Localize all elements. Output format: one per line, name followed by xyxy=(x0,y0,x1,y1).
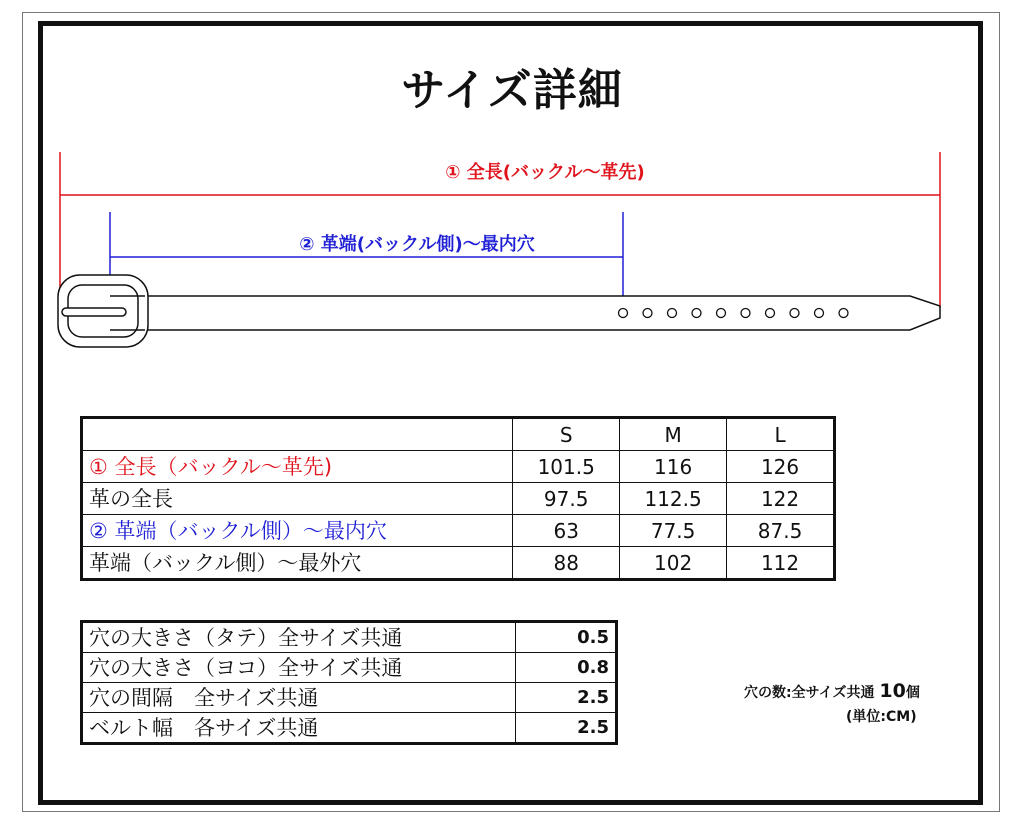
page-title: サイズ詳細 xyxy=(401,65,623,116)
unit-note: (単位:CM) xyxy=(846,709,917,725)
common-spec-table xyxy=(80,620,618,745)
cell-l: 87.5 xyxy=(727,515,835,547)
hole-count-prefix: 穴の数:全サイズ共通 xyxy=(744,685,880,701)
belt-hole xyxy=(766,309,775,318)
header-size-m: M xyxy=(620,418,727,451)
cell-l: 122 xyxy=(727,483,835,515)
table-row xyxy=(82,547,835,580)
cell-m: 116 xyxy=(620,451,727,483)
hole-count-note xyxy=(744,680,920,702)
buckle-prong xyxy=(62,308,126,316)
row-label: 革の全長 xyxy=(82,483,513,515)
cell-m: 112.5 xyxy=(620,483,727,515)
cell-m: 77.5 xyxy=(620,515,727,547)
spec-label: ベルト幅 各サイズ共通 xyxy=(82,713,516,744)
cell-s: 101.5 xyxy=(513,451,620,483)
belt-hole xyxy=(815,309,824,318)
table-row xyxy=(82,653,617,683)
row-label: 革端（バックル側）～最外穴 xyxy=(82,547,513,580)
cell-l: 112 xyxy=(727,547,835,580)
cell-m: 102 xyxy=(620,547,727,580)
table-row xyxy=(82,451,835,483)
hole-distance-label: ② 革端(バックル側)～最内穴 xyxy=(299,234,535,255)
table-row xyxy=(82,622,617,653)
belt-hole xyxy=(839,309,848,318)
row-label: ① 全長（バックル～革先) xyxy=(82,451,513,483)
table-row xyxy=(82,683,617,713)
table-row xyxy=(82,713,617,744)
header-size-l: L xyxy=(727,418,835,451)
spec-value: 0.5 xyxy=(516,622,617,653)
belt-hole xyxy=(790,309,799,318)
spec-value: 2.5 xyxy=(516,683,617,713)
belt-hole xyxy=(692,309,701,318)
belt-hole xyxy=(619,309,628,318)
spec-label: 穴の間隔 全サイズ共通 xyxy=(82,683,516,713)
belt-hole xyxy=(668,309,677,318)
size-table-header xyxy=(82,418,835,451)
spec-value: 0.8 xyxy=(516,653,617,683)
spec-value: 2.5 xyxy=(516,713,617,744)
row-label: ② 革端（バックル側）～最内穴 xyxy=(82,515,513,547)
size-table xyxy=(80,416,836,581)
cell-s: 63 xyxy=(513,515,620,547)
cell-l: 126 xyxy=(727,451,835,483)
header-blank xyxy=(82,418,513,451)
hole-count-value: 10 xyxy=(879,680,906,702)
spec-label: 穴の大きさ（ヨコ）全サイズ共通 xyxy=(82,653,516,683)
cell-s: 88 xyxy=(513,547,620,580)
belt-diagram xyxy=(0,0,1024,400)
spec-label: 穴の大きさ（タテ）全サイズ共通 xyxy=(82,622,516,653)
belt-hole xyxy=(717,309,726,318)
table-row xyxy=(82,515,835,547)
belt-hole xyxy=(643,309,652,318)
header-size-s: S xyxy=(513,418,620,451)
belt-hole xyxy=(741,309,750,318)
table-row xyxy=(82,483,835,515)
hole-count-suffix: 個 xyxy=(905,685,920,701)
total-length-label: ① 全長(バックル～革先) xyxy=(400,158,690,184)
cell-s: 97.5 xyxy=(513,483,620,515)
